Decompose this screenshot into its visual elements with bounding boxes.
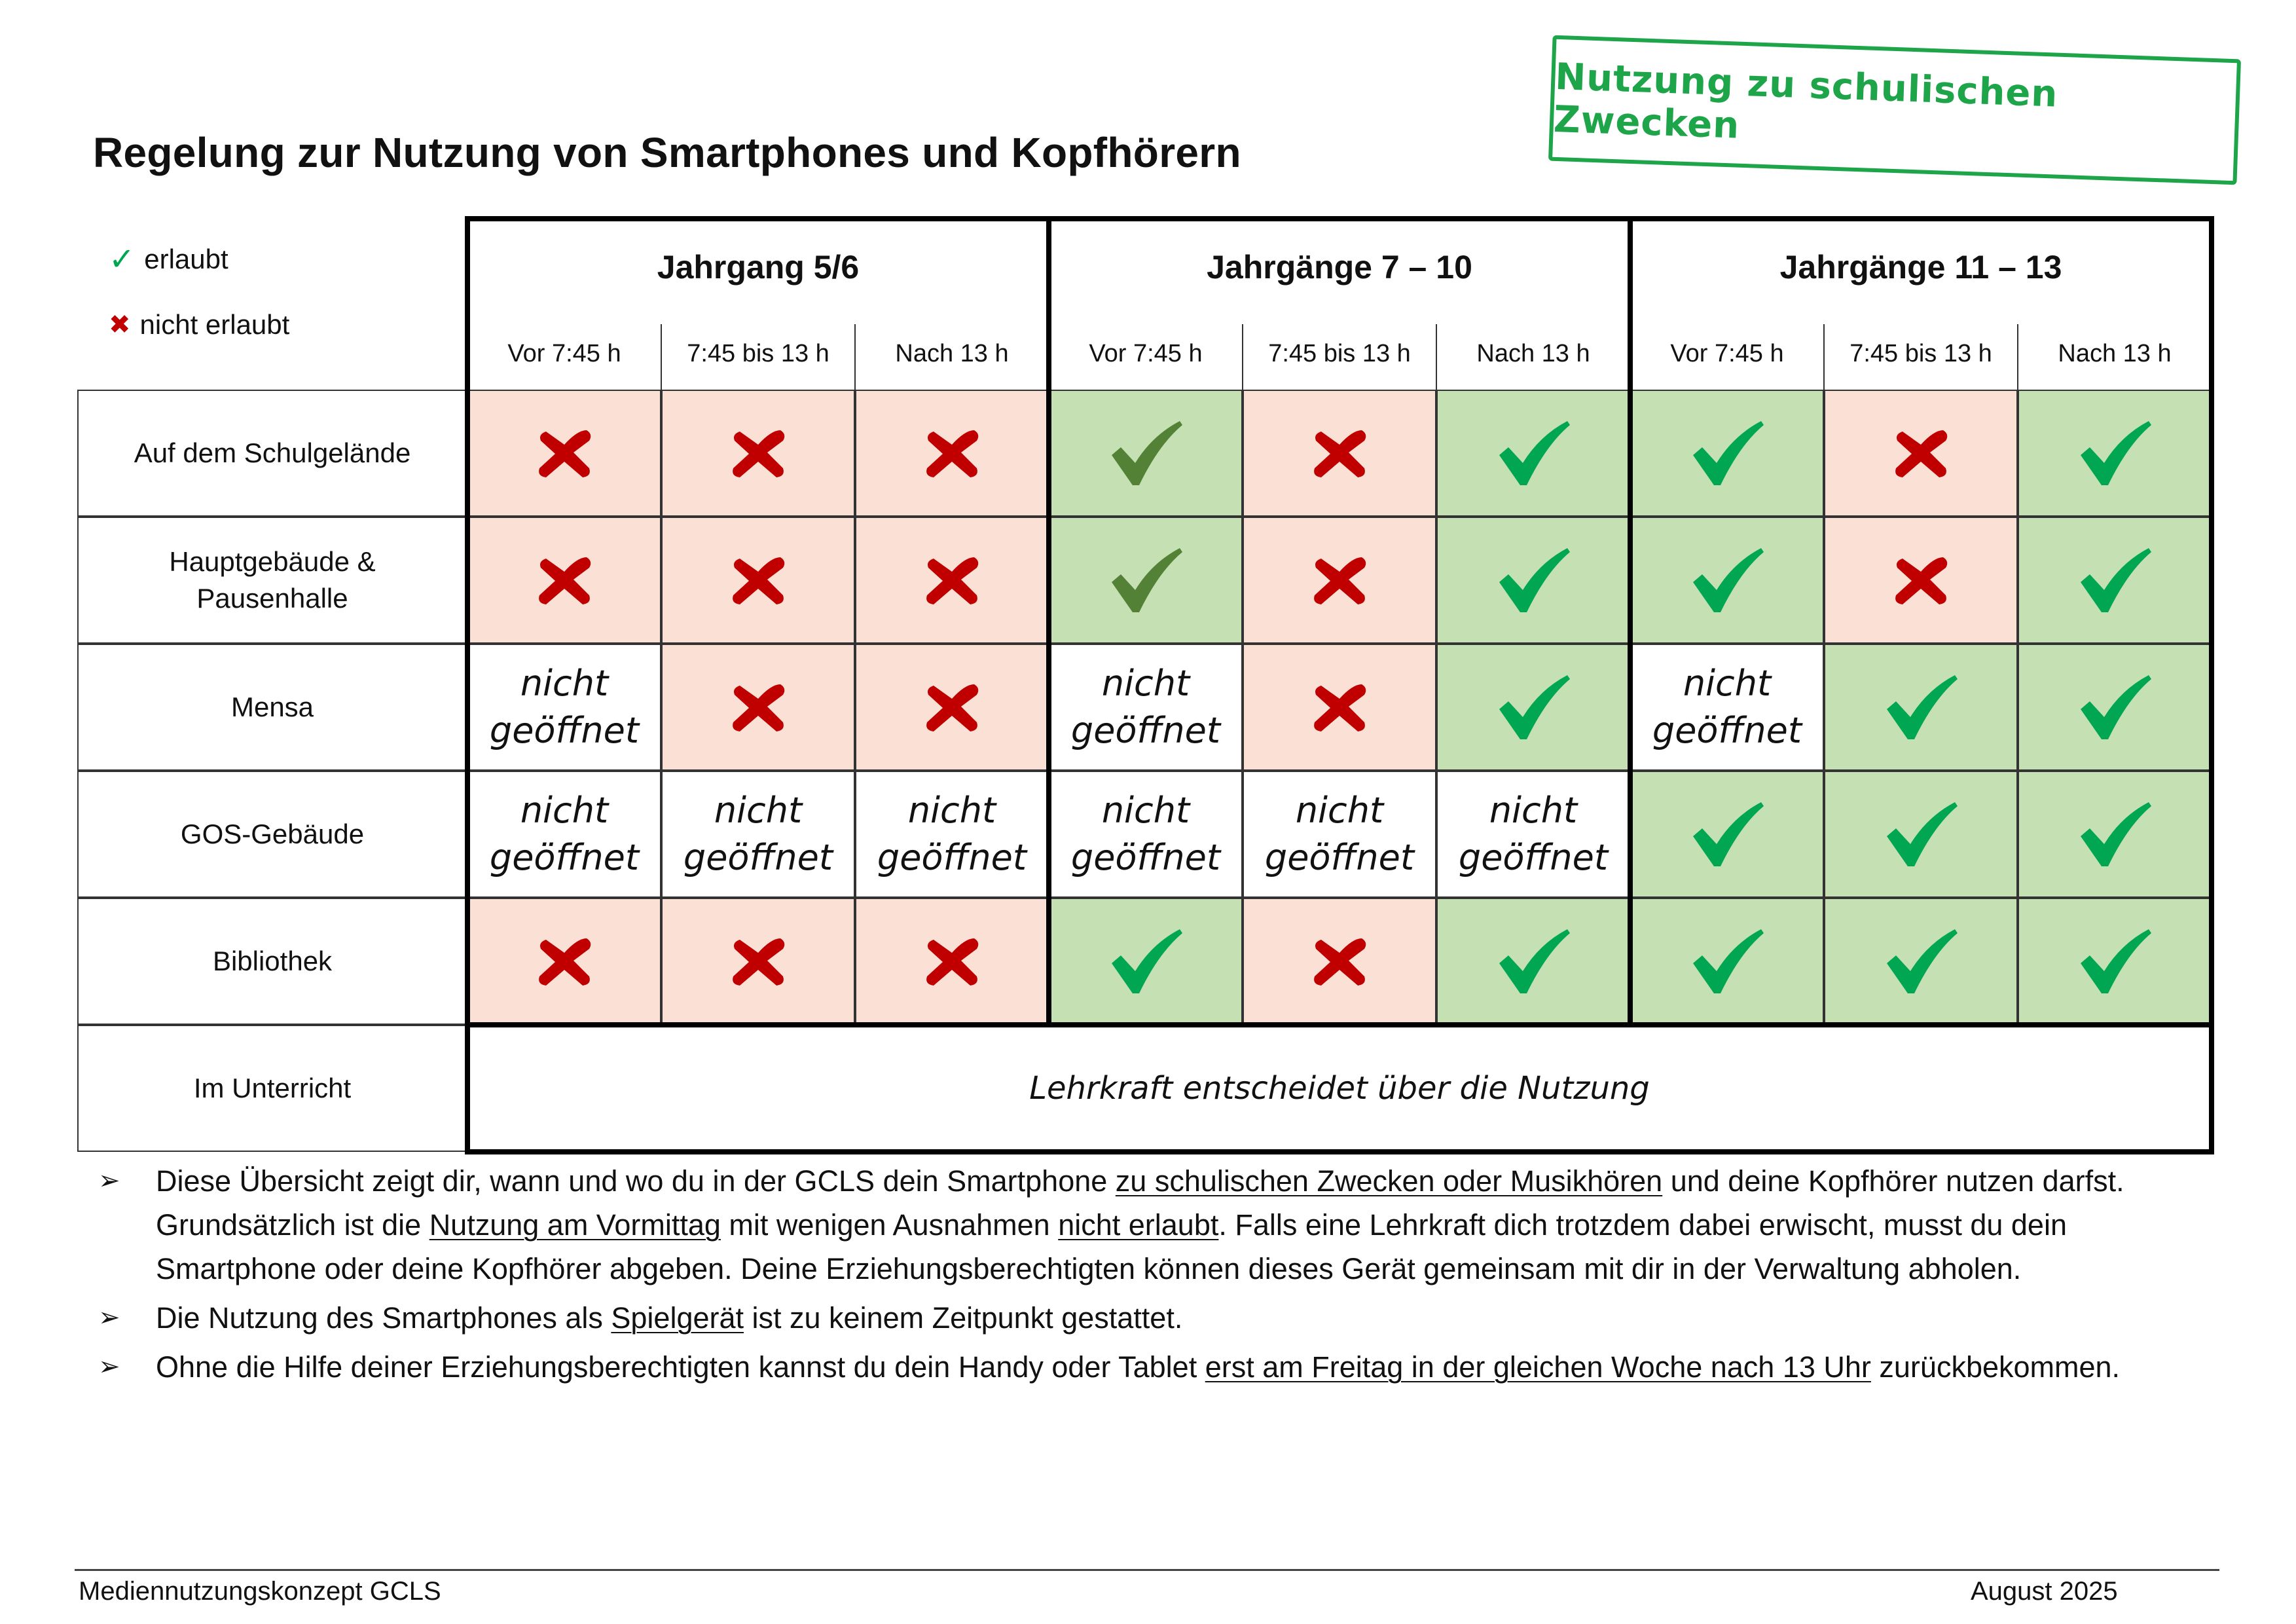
closed-line: nicht [907, 790, 996, 831]
note-segment: mit wenigen Ausnahmen [720, 1208, 1059, 1242]
note-segment: . Falls eine Lehrkraft dich trotzdem dabei erwischt, musst du dein Smartphone oder deine Kopfhörer abgeben. Deine Erziehungsberechtigten können dieses Gerät gemeinsam mit dir in der Verwaltung abholen. [156, 1208, 2067, 1285]
footer-left: Mediennutzungskonzept GCLS [79, 1577, 441, 1606]
legend-allowed-label: erlaubt [144, 244, 228, 274]
time-header: Vor 7:45 h [1670, 339, 1784, 367]
row-label: Auf dem Schulgelände [77, 390, 467, 517]
page-title: Regelung zur Nutzung von Smartphones und Kopfhörern [93, 129, 1241, 176]
time-header: 7:45 bis 13 h [687, 339, 829, 367]
note-emphasis: zu schulischen Zwecken oder Musikhören [1115, 1164, 1663, 1198]
closed-line: geöffnet [683, 837, 833, 878]
cross-icon: ✖ [109, 310, 131, 339]
closed-line: geöffnet [1264, 837, 1415, 878]
legend-not-allowed [109, 309, 289, 341]
time-header: Nach 13 h [2058, 339, 2172, 367]
time-header: Vor 7:45 h [507, 339, 621, 367]
group-header: Jahrgänge 11 – 13 [1779, 248, 2062, 286]
time-header: 7:45 bis 13 h [1850, 339, 1992, 367]
closed-line: nicht [520, 663, 609, 704]
closed-line: nicht [1101, 790, 1190, 831]
note-text [156, 1159, 2193, 1291]
arrow-bullet-icon: ➢ [98, 1303, 120, 1332]
note-segment: und deine Kopfhörer nutzen darfst. Grundsätzlich ist die [156, 1164, 2124, 1242]
note-item [98, 1296, 2193, 1340]
closed-line: nicht [1101, 663, 1190, 704]
lesson-cell: Lehrkraft entscheidet über die Nutzung [467, 1025, 2212, 1152]
note-segment: ist zu keinem Zeitpunkt gestattet. [744, 1301, 1183, 1335]
note-segment: Diese Übersicht zeigt dir, wann und wo du in der GCLS dein Smartphone [156, 1164, 1116, 1198]
legend-not-allowed-label: nicht erlaubt [139, 309, 290, 340]
closed-line: geöffnet [1070, 837, 1221, 878]
note-item [98, 1345, 2193, 1389]
note-emphasis: Nutzung am Vormittag [429, 1208, 721, 1242]
arrow-bullet-icon: ➢ [98, 1352, 120, 1381]
check-icon: ✓ [109, 242, 136, 277]
group-header: Jahrgang 5/6 [657, 248, 860, 286]
closed-line: geöffnet [1652, 710, 1802, 751]
group-header: Jahrgänge 7 – 10 [1207, 248, 1472, 286]
closed-line: geöffnet [1458, 837, 1609, 878]
note-text [156, 1345, 2120, 1389]
closed-line: nicht [1683, 663, 1772, 704]
closed-line: nicht [520, 790, 609, 831]
closed-line: nicht [714, 790, 803, 831]
row-label: Im Unterricht [77, 1025, 467, 1152]
closed-line: nicht [1489, 790, 1578, 831]
time-header: Nach 13 h [1476, 339, 1590, 367]
row-label: Bibliothek [77, 898, 467, 1025]
footer-right: August 2025 [1971, 1577, 2118, 1606]
arrow-bullet-icon: ➢ [98, 1166, 120, 1195]
note-emphasis: nicht erlaubt [1058, 1208, 1219, 1242]
table-frame [465, 216, 2214, 1154]
row-label: GOS-Gebäude [77, 771, 467, 898]
note-segment: Ohne die Hilfe deiner Erziehungsberechtigten kannst du dein Handy oder Tablet [156, 1350, 1205, 1384]
legend-allowed [109, 241, 228, 278]
closed-line: geöffnet [1070, 710, 1221, 751]
note-emphasis: Spielgerät [611, 1301, 744, 1335]
closed-line: geöffnet [489, 710, 640, 751]
footer-divider [75, 1569, 2219, 1571]
notes-list [98, 1159, 2193, 1394]
closed-line: geöffnet [877, 837, 1027, 878]
closed-line: geöffnet [489, 837, 640, 878]
note-emphasis: erst am Freitag in der gleichen Woche nach 13 Uhr [1205, 1350, 1871, 1384]
time-header: Nach 13 h [895, 339, 1009, 367]
time-header: 7:45 bis 13 h [1268, 339, 1411, 367]
note-segment: Die Nutzung des Smartphones als [156, 1301, 611, 1335]
note-text [156, 1296, 1182, 1340]
time-header: Vor 7:45 h [1089, 339, 1203, 367]
row-label: Hauptgebäude & Pausenhalle [77, 517, 467, 644]
row-label: Mensa [77, 644, 467, 771]
note-segment: zurückbekommen. [1870, 1350, 2121, 1384]
closed-line: nicht [1295, 790, 1384, 831]
stamp-label: Nutzung zu schulischen Zwecken [1548, 35, 2241, 185]
note-item [98, 1159, 2193, 1291]
